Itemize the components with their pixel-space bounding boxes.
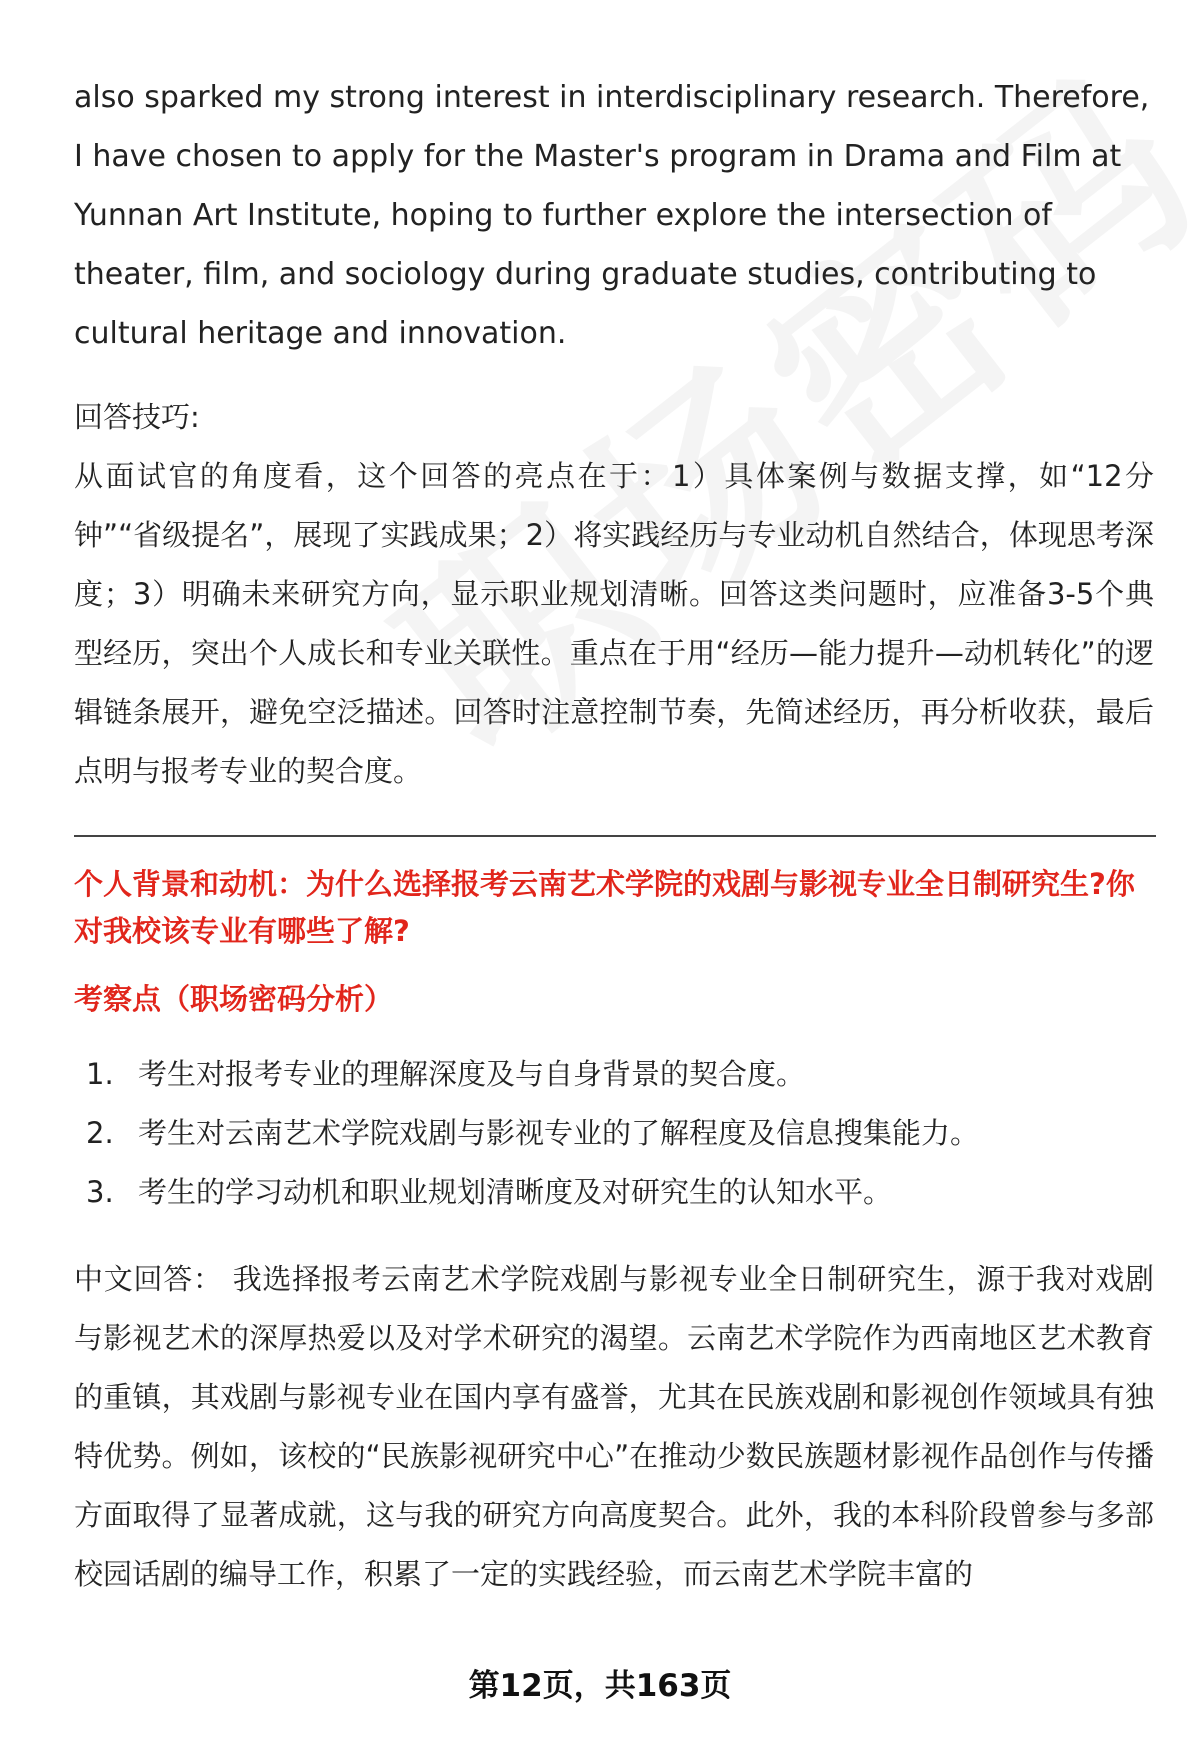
list-item: [74, 1045, 1154, 1104]
list-item: [74, 1104, 1154, 1163]
chinese-answer-label: 中文回答：: [74, 1262, 223, 1296]
tips-paragraph: 从面试官的角度看，这个回答的亮点在于：1）具体案例与数据支撑，如“12分钟”“省级提名”，展现了实践成果；2）将实践经历与专业动机自然结合，体现思考深度；3）明确未来研究方向，显示职业规划清晰。回答这类问题时，应准备3-5个典型经历，突出个人成长和专业关联性。重点在于用“经历—能力提升—动机转化”的逻辑链条展开，避免空泛描述。回答时注意控制节奏，先简述经历，再分析收获，最后点明与报考专业的契合度。: [74, 459, 1154, 788]
section-divider: [74, 835, 1156, 837]
page-footer: 第12页，共163页: [468, 1668, 732, 1704]
list-number: 2.: [86, 1116, 114, 1150]
chinese-answer-text: 我选择报考云南艺术学院戏剧与影视专业全日制研究生，源于我对戏剧与影视艺术的深厚热爱以及对学术研究的渴望。云南艺术学院作为西南地区艺术教育的重镇，其戏剧与影视专业在国内享有盛誉，尤其在民族戏剧和影视创作领域具有独特优势。例如，该校的“民族影视研究中心”在推动少数民族题材影视作品创作与传播方面取得了显著成就，这与我的研究方向高度契合。此外，我的本科阶段曾参与多部校园话剧的编导工作，积累了一定的实践经验，而云南艺术学院丰富的: [74, 1262, 1154, 1591]
list-item-text: 考生对报考专业的理解深度及与自身背景的契合度。: [138, 1057, 806, 1091]
chinese-answer-paragraph: [74, 1250, 1154, 1604]
assessment-title: 考察点（职场密码分析）: [74, 982, 394, 1016]
list-item: [74, 1163, 1154, 1222]
list-item-text: 考生的学习动机和职业规划清晰度及对研究生的认知水平。: [138, 1175, 893, 1209]
list-item-text: 考生对云南艺术学院戏剧与影视专业的了解程度及信息搜集能力。: [138, 1116, 980, 1150]
english-answer-paragraph: also sparked my strong interest in interdisciplinary research. Therefore, I have chosen to apply for the Master's program in Drama and Film at Yunnan Art Institute, hoping to further explore the intersection of theater, film, and sociology during graduate studies, contributing to cultural heritage and innovation.: [74, 80, 1150, 351]
question-heading: 个人背景和动机：为什么选择报考云南艺术学院的戏剧与影视专业全日制研究生?你对我校该专业有哪些了解?: [74, 867, 1135, 948]
tips-label: 回答技巧:: [74, 400, 200, 434]
assessment-list: [74, 1045, 1154, 1222]
document-page: [74, 68, 1154, 1604]
list-number: 1.: [86, 1057, 114, 1091]
list-number: 3.: [86, 1175, 114, 1209]
